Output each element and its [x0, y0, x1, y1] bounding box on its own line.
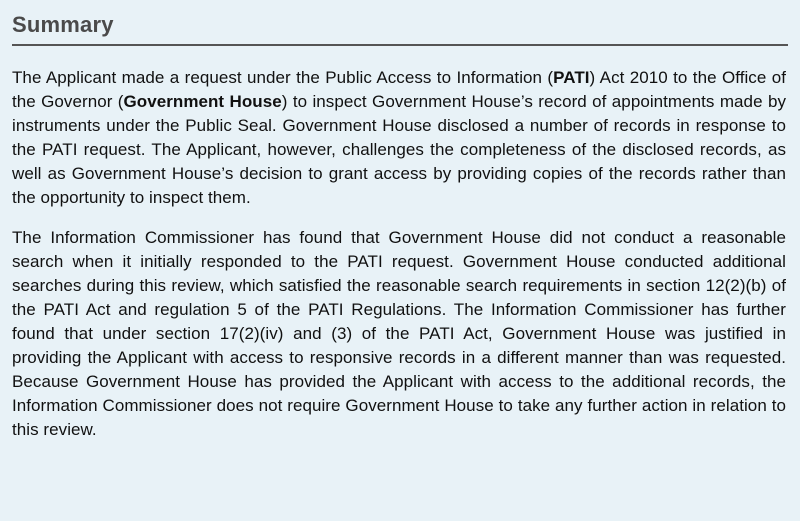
summary-paragraph-2 — [12, 226, 786, 442]
summary-content — [12, 66, 786, 442]
section-title: Summary — [12, 12, 114, 37]
government-house-label: Government House — [123, 92, 282, 111]
pati-abbreviation: PATI — [553, 68, 590, 87]
summary-paragraph-1 — [12, 66, 786, 210]
paragraph-2-text: The Information Commissioner has found that Government House did not conduct a reasonable search when it initially responded to the PATI request. Government House conducted additional searches during this review, which satisfied the reasonable search requirements in section 12(2)(b) of the PATI Act and regulation 5 of the PATI Regulations. The Information Commissioner has further found that under section 17(2)(iv) and (3) of the PATI Act, Government House was justified in providing the Applicant with access to responsive records in a different manner than was requested. Because Government House has provided the Applicant with access to the additional records, the Information Commissioner does not require Government House to take any further action in relation to this review. — [12, 228, 786, 439]
section-header — [12, 10, 788, 46]
paragraph-1-segment-3: ) Act 2010 to the Office of the Governor ( — [12, 68, 787, 111]
paragraph-1-segment-5: ) to inspect Government House’s record of appointments made by instruments under the Public Seal. Government House disclosed a number of records in response to the PATI request. The Applicant, however, challenges the completeness of the disclosed records, as well as Government House’s decision to grant access by providing copies of the records rather than the opportunity to inspect them. — [12, 92, 786, 207]
paragraph-1-segment-1: The Applicant made a request under the Public Access to Information ( — [12, 68, 554, 87]
